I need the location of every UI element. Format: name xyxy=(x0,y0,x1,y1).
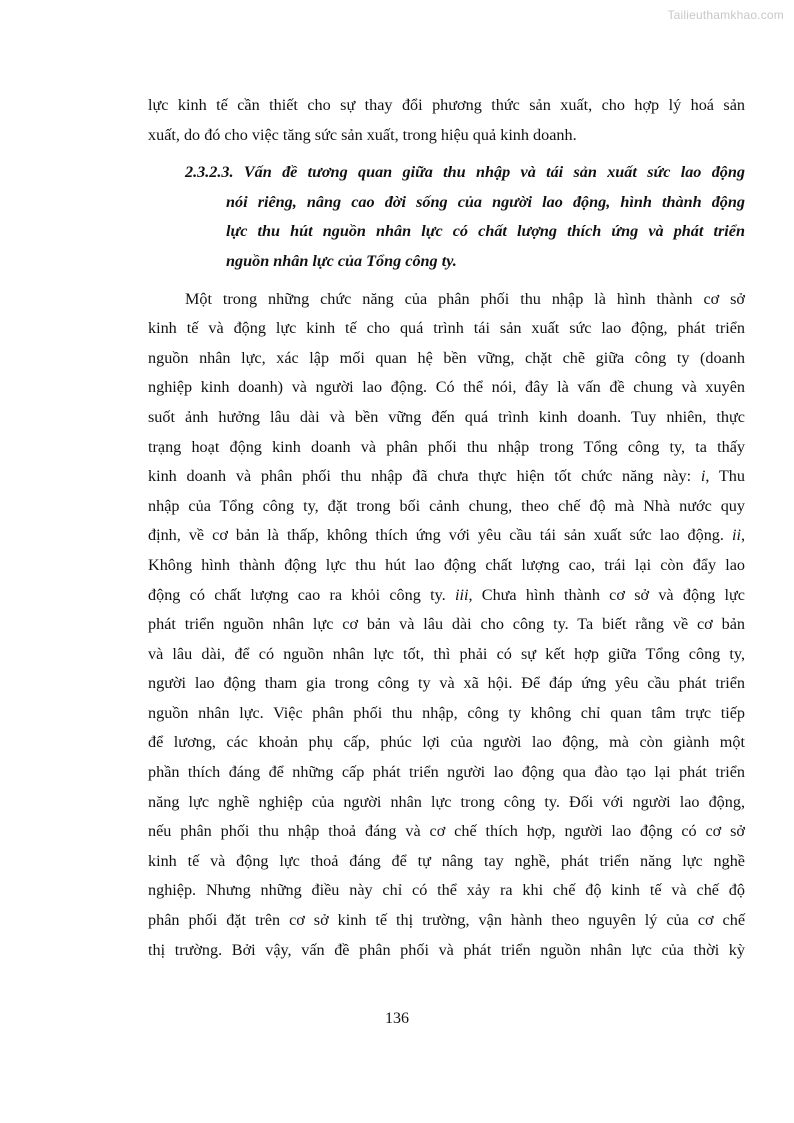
page-number: 136 xyxy=(385,1010,409,1027)
text-line: nếu phân phối thu nhập thoả đáng và cơ chế thích hợp, người lao động có cơ sở xyxy=(148,822,745,841)
section-heading xyxy=(185,158,745,276)
watermark: Tailieuthamkhao.com xyxy=(667,8,784,22)
heading-line: nguồn nhân lực của Tổng công ty. xyxy=(226,251,457,270)
text-line: phát triển nguồn nhân lực cơ bản và lâu dài cho công ty. Ta biết rằng về cơ bản xyxy=(148,615,745,634)
body-paragraph xyxy=(148,285,745,966)
text-line: phân phối đặt trên cơ sở kinh tế thị trường, vận hành theo nguyên lý của cơ chế xyxy=(148,911,745,930)
text-line: định, về cơ bản là thấp, không thích ứng với yêu cầu tái sản xuất sức lao động. ii, xyxy=(148,526,745,545)
text-line: thị trường. Bởi vậy, vấn đề phân phối và phát triển nguồn nhân lực của thời kỳ xyxy=(148,940,745,959)
text-line: để lương, các khoản phụ cấp, phúc lợi của người lao động, mà còn giành một xyxy=(148,733,745,752)
text-line: trạng hoạt động kinh doanh và phân phối thu nhập trong Tổng công ty, ta thấy xyxy=(148,437,745,456)
text-line: kinh tế và động lực kinh tế cho quá trình tái sản xuất sức lao động, phát triển xyxy=(148,319,745,338)
text-line: năng lực nghề nghiệp của người nhân lực trong công ty. Đối với người lao động, xyxy=(148,792,745,811)
text-line: kinh doanh và phân phối thu nhập đã chưa thực hiện tốt chức năng này: i, Thu xyxy=(148,467,745,486)
text-line: động có chất lượng cao ra khỏi công ty. iii, Chưa hình thành cơ sở và động lực xyxy=(148,585,745,604)
text-line: xuất, do đó cho việc tăng sức sản xuất, trong hiệu quả kinh doanh. xyxy=(148,125,577,144)
heading-line: lực thu hút nguồn nhân lực có chất lượng thích ứng và phát triển xyxy=(226,222,745,241)
intro-paragraph xyxy=(148,91,745,150)
text-line: lực kinh tế cần thiết cho sự thay đổi phương thức sản xuất, cho hợp lý hoá sản xyxy=(148,96,745,114)
text-line: nguồn nhân lực, xác lập mối quan hệ bền vững, chặt chẽ giữa công ty (doanh xyxy=(148,348,745,367)
page-content xyxy=(148,91,745,965)
text-line: và lâu dài, để có nguồn nhân lực tốt, thì phải có sự kết hợp giữa Tổng công ty, xyxy=(148,644,745,663)
text-line: nguồn nhân lực. Việc phân phối thu nhập, công ty không chỉ quan tâm trực tiếp xyxy=(148,703,745,722)
text-line: nhập của Tổng công ty, đặt trong bối cảnh chung, theo chế độ mà Nhà nước quy xyxy=(148,496,745,515)
text-line: Một trong những chức năng của phân phối thu nhập là hình thành cơ sở xyxy=(185,289,745,308)
heading-line: 2.3.2.3. Vấn đề tương quan giữa thu nhập và tái sản xuất sức lao động xyxy=(185,163,745,182)
heading-line: nói riêng, nâng cao đời sống của người lao động, hình thành động xyxy=(226,192,745,211)
text-line: người lao động tham gia trong công ty và xã hội. Để đáp ứng yêu cầu phát triển xyxy=(148,674,745,693)
text-line: kinh tế và động lực thoả đáng để tự nâng tay nghề, phát triển năng lực nghề xyxy=(148,851,745,870)
text-line: nghiệp kinh doanh) và người lao động. Có thể nói, đây là vấn đề chung và xuyên xyxy=(148,378,745,397)
text-line: phần thích đáng để những cấp phát triển người lao động qua đào tạo lại phát triển xyxy=(148,763,745,782)
text-line: Không hình thành động lực thu hút lao động chất lượng cao, trái lại còn đẩy lao xyxy=(148,555,745,574)
text-line: suốt ảnh hưởng lâu dài và bền vững đến quá trình kinh doanh. Tuy nhiên, thực xyxy=(148,407,745,426)
text-line: nghiệp. Nhưng những điều này chỉ có thể xảy ra khi chế độ kinh tế và chế độ xyxy=(148,881,745,900)
